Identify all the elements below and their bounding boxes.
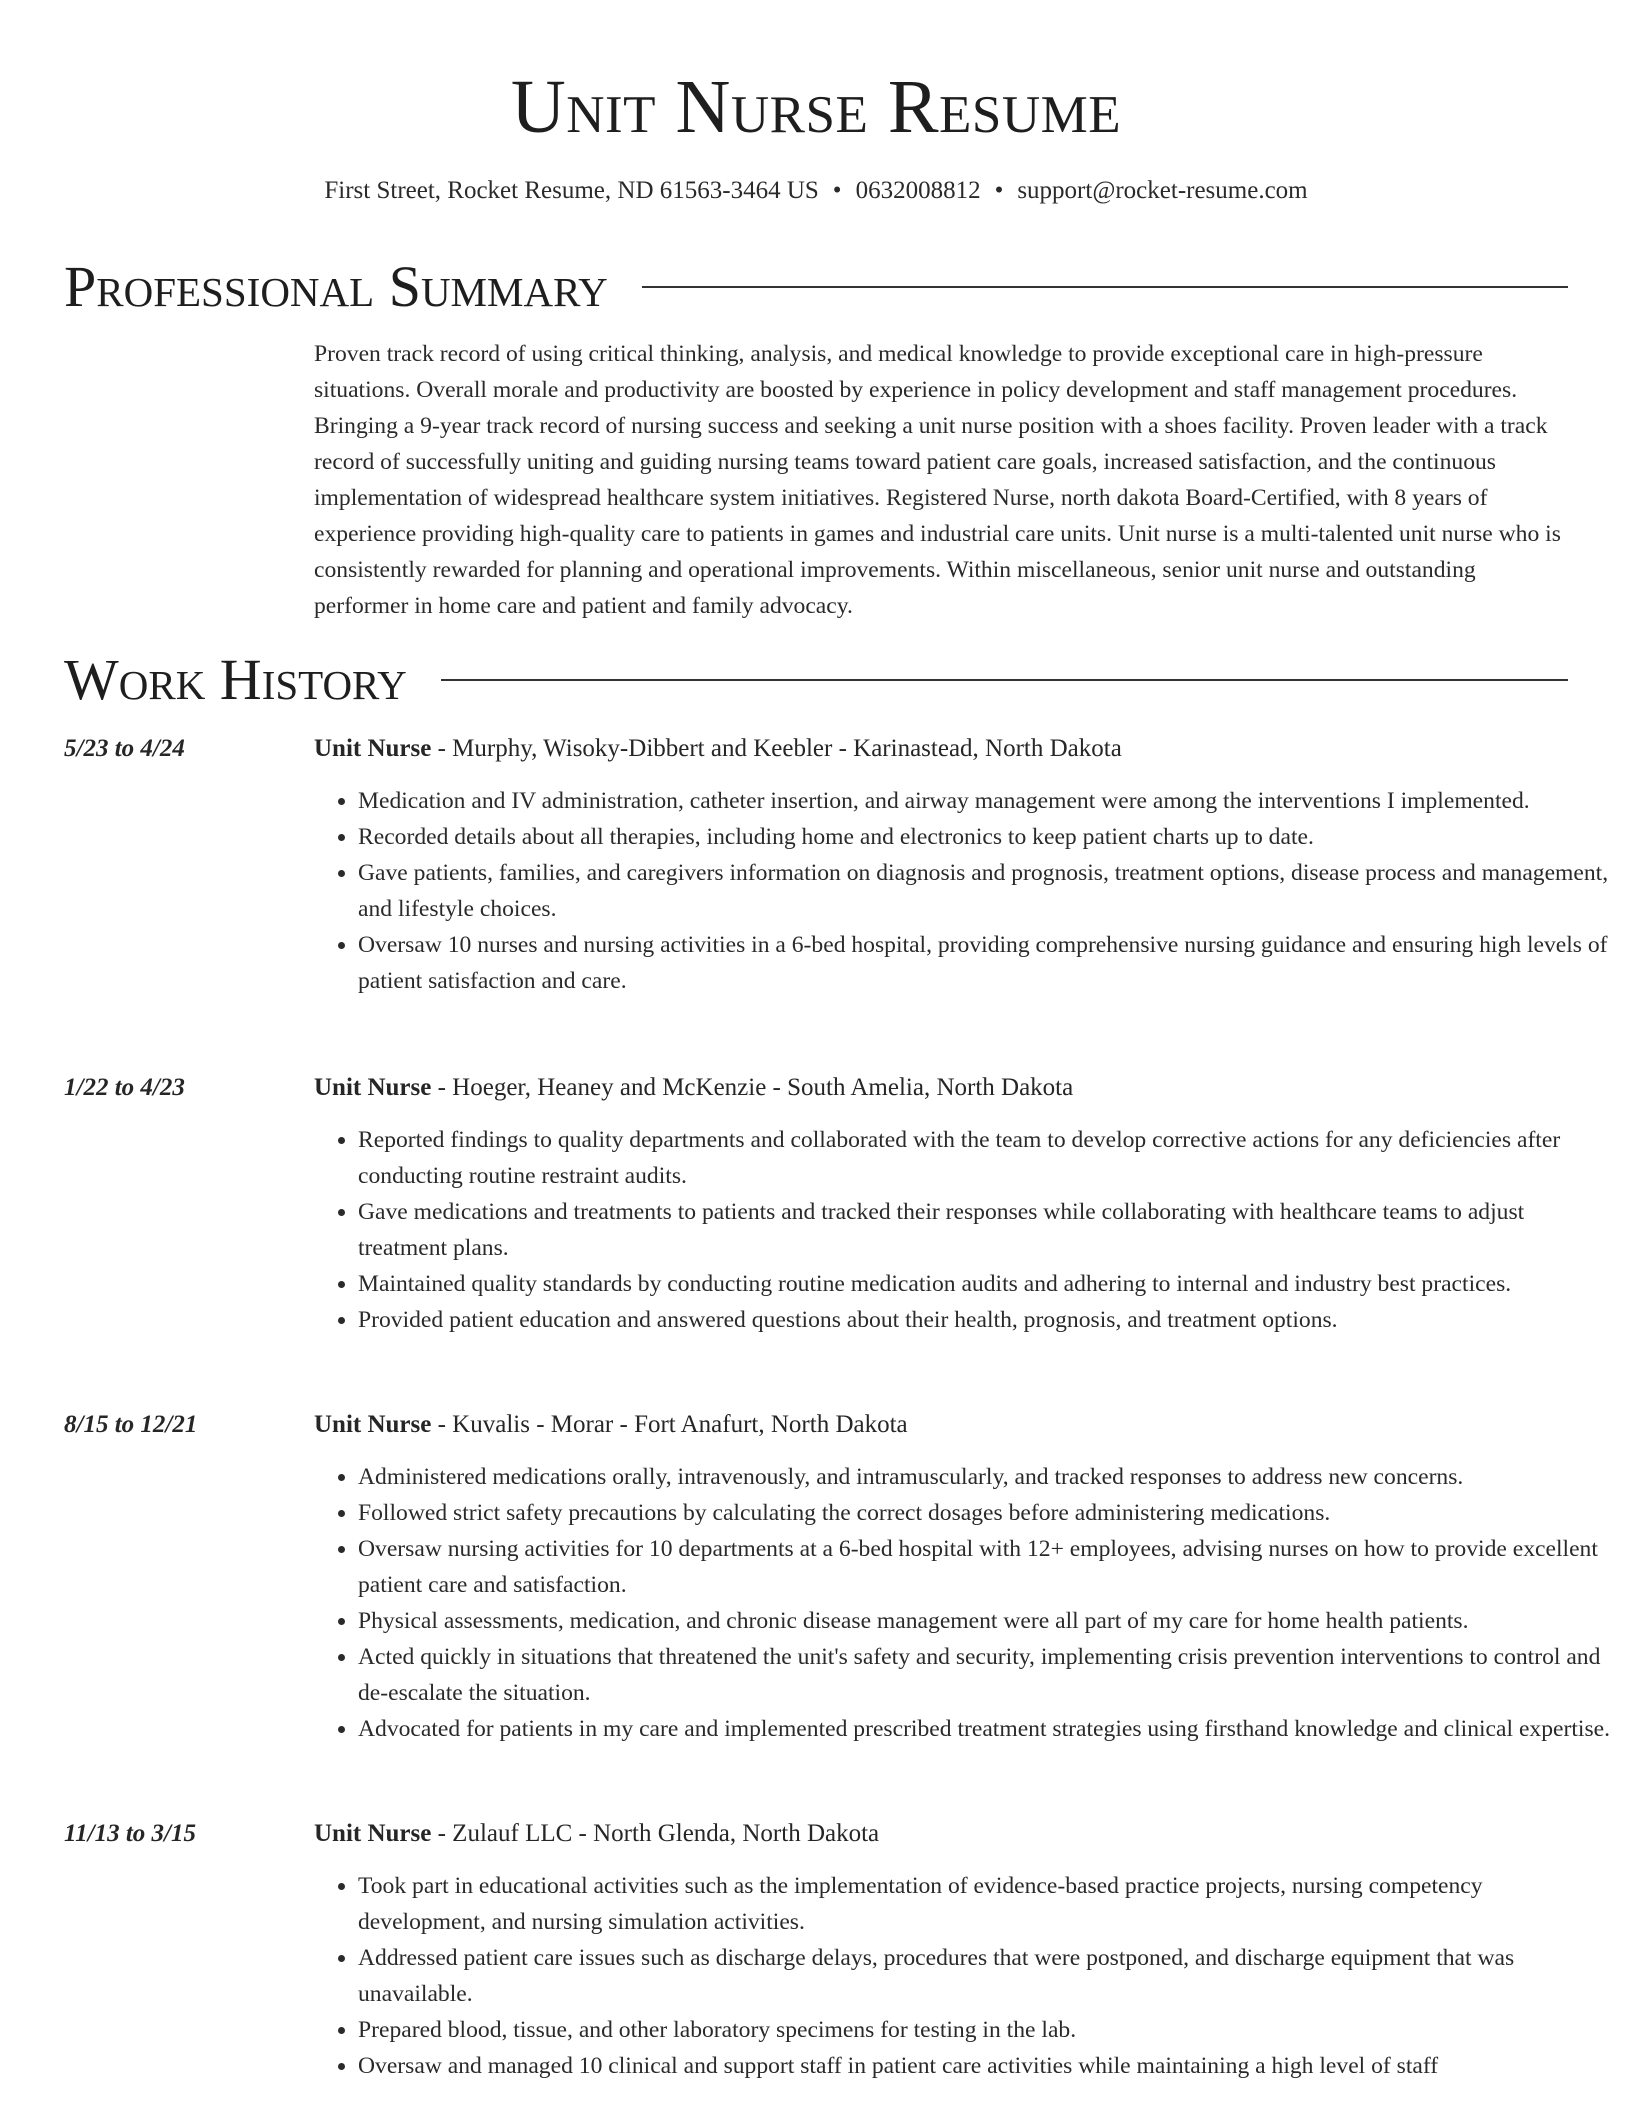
section-divider bbox=[441, 679, 1568, 681]
contact-separator: • bbox=[832, 177, 842, 204]
job-heading bbox=[314, 1070, 1568, 1106]
section-title-summary: Professional Summary bbox=[64, 254, 608, 319]
contact-separator: • bbox=[994, 177, 1004, 204]
job-dates: 11/13 to 3/15 bbox=[64, 1820, 196, 1847]
job-role: Unit Nurse bbox=[314, 735, 432, 762]
job-bullet: • Physical assessments, medication, and chronic disease management were all part of my care for home health patients. bbox=[358, 1603, 1612, 1639]
job-bullet: • Gave patients, families, and caregivers information on diagnosis and prognosis, treatment options, disease process and management, and lifestyle choices. bbox=[358, 855, 1612, 927]
job-heading bbox=[314, 731, 1568, 767]
section-divider bbox=[642, 286, 1568, 288]
job-bullet: • Reported findings to quality departments and collaborated with the team to develop corrective actions for any deficiencies after conducting routine restraint audits. bbox=[358, 1122, 1612, 1194]
job-bullet: • Recorded details about all therapies, including home and electronics to keep patient charts up to date. bbox=[358, 819, 1612, 855]
section-title-work-history: Work History bbox=[64, 647, 407, 712]
job-employer-location: - Zulauf LLC - North Glenda, North Dakota bbox=[431, 1820, 880, 1847]
job-bullet-list bbox=[314, 1122, 1612, 1338]
job-dates: 8/15 to 12/21 bbox=[64, 1411, 198, 1438]
job-bullet: • Acted quickly in situations that threatened the unit's safety and security, implementing crisis prevention interventions to control and de-escalate the situation. bbox=[358, 1639, 1612, 1711]
section-header-summary bbox=[64, 252, 1568, 322]
job-bullet: • Gave medications and treatments to patients and tracked their responses while collaborating with healthcare teams to adjust treatment plans. bbox=[358, 1194, 1612, 1266]
resume-title: Unit Nurse Resume bbox=[510, 65, 1122, 149]
job-bullet: • Oversaw 10 nurses and nursing activities in a 6-bed hospital, providing comprehensive nursing guidance and ensuring high levels of patient satisfaction and care. bbox=[358, 927, 1612, 999]
job-bullet: • Advocated for patients in my care and implemented prescribed treatment strategies using firsthand knowledge and clinical expertise. bbox=[358, 1711, 1612, 1747]
job-bullet-list bbox=[314, 1459, 1612, 1747]
job-bullet: • Prepared blood, tissue, and other laboratory specimens for testing in the lab. bbox=[358, 2012, 1612, 2048]
job-bullet: • Took part in educational activities such as the implementation of evidence-based practice projects, nursing competency development, and nursing simulation activities. bbox=[358, 1868, 1612, 1940]
job-bullet: • Oversaw nursing activities for 10 departments at a 6-bed hospital with 12+ employees, advising nurses on how to provide excellent patient care and satisfaction. bbox=[358, 1531, 1612, 1603]
job-bullet-list bbox=[314, 1868, 1612, 2084]
job-dates: 1/22 to 4/23 bbox=[64, 1074, 185, 1101]
job-employer-location: - Kuvalis - Morar - Fort Anafurt, North Dakota bbox=[431, 1411, 908, 1438]
job-role: Unit Nurse bbox=[314, 1074, 432, 1101]
contact-line bbox=[0, 174, 1632, 208]
job-bullet: • Followed strict safety precautions by calculating the correct dosages before administering medications. bbox=[358, 1495, 1612, 1531]
job-employer-location: - Murphy, Wisoky-Dibbert and Keebler - Karinastead, North Dakota bbox=[431, 735, 1122, 762]
contact-address: First Street, Rocket Resume, ND 61563-3464 US bbox=[324, 177, 819, 204]
job-bullet: • Oversaw and managed 10 clinical and support staff in patient care activities while maintaining a high level of staff bbox=[358, 2048, 1612, 2084]
job-role: Unit Nurse bbox=[314, 1411, 432, 1438]
contact-phone: 0632008812 bbox=[855, 177, 981, 204]
job-bullet-list bbox=[314, 783, 1612, 999]
job-dates: 5/23 to 4/24 bbox=[64, 735, 185, 762]
job-bullet: • Maintained quality standards by conducting routine medication audits and adhering to internal and industry best practices. bbox=[358, 1266, 1612, 1302]
job-heading bbox=[314, 1407, 1568, 1443]
job-bullet: • Addressed patient care issues such as discharge delays, procedures that were postponed, and discharge equipment that was unavailable. bbox=[358, 1940, 1612, 2012]
job-heading bbox=[314, 1816, 1568, 1852]
job-bullet: • Administered medications orally, intravenously, and intramuscularly, and tracked responses to address new concerns. bbox=[358, 1459, 1612, 1495]
job-bullet: • Medication and IV administration, catheter insertion, and airway management were among the interventions I implemented. bbox=[358, 783, 1612, 819]
job-employer-location: - Hoeger, Heaney and McKenzie - South Amelia, North Dakota bbox=[431, 1074, 1074, 1101]
section-header-work-history bbox=[64, 645, 1568, 715]
job-bullet: • Provided patient education and answered questions about their health, prognosis, and treatment options. bbox=[358, 1302, 1612, 1338]
job-role: Unit Nurse bbox=[314, 1820, 432, 1847]
summary-text: Proven track record of using critical thinking, analysis, and medical knowledge to provide exceptional care in high-pressure situations. Overall morale and productivity are boosted by experience in policy development and staff management procedures. Bringing a 9-year track record of nursing success and seeking a unit nurse position with a shoes facility. Proven leader with a track record of successfully uniting and guiding nursing teams toward patient care goals, increased satisfaction, and the continuous implementation of widespread healthcare system initiatives. Registered Nurse, north dakota Board-Certified, with 8 years of experience providing high-quality care to patients in games and industrial care units. Unit nurse is a multi-talented unit nurse who is consistently rewarded for planning and operational improvements. Within miscellaneous, senior unit nurse and outstanding performer in home care and patient and family advocacy. bbox=[314, 341, 1561, 619]
contact-email: support@rocket-resume.com bbox=[1017, 177, 1308, 204]
